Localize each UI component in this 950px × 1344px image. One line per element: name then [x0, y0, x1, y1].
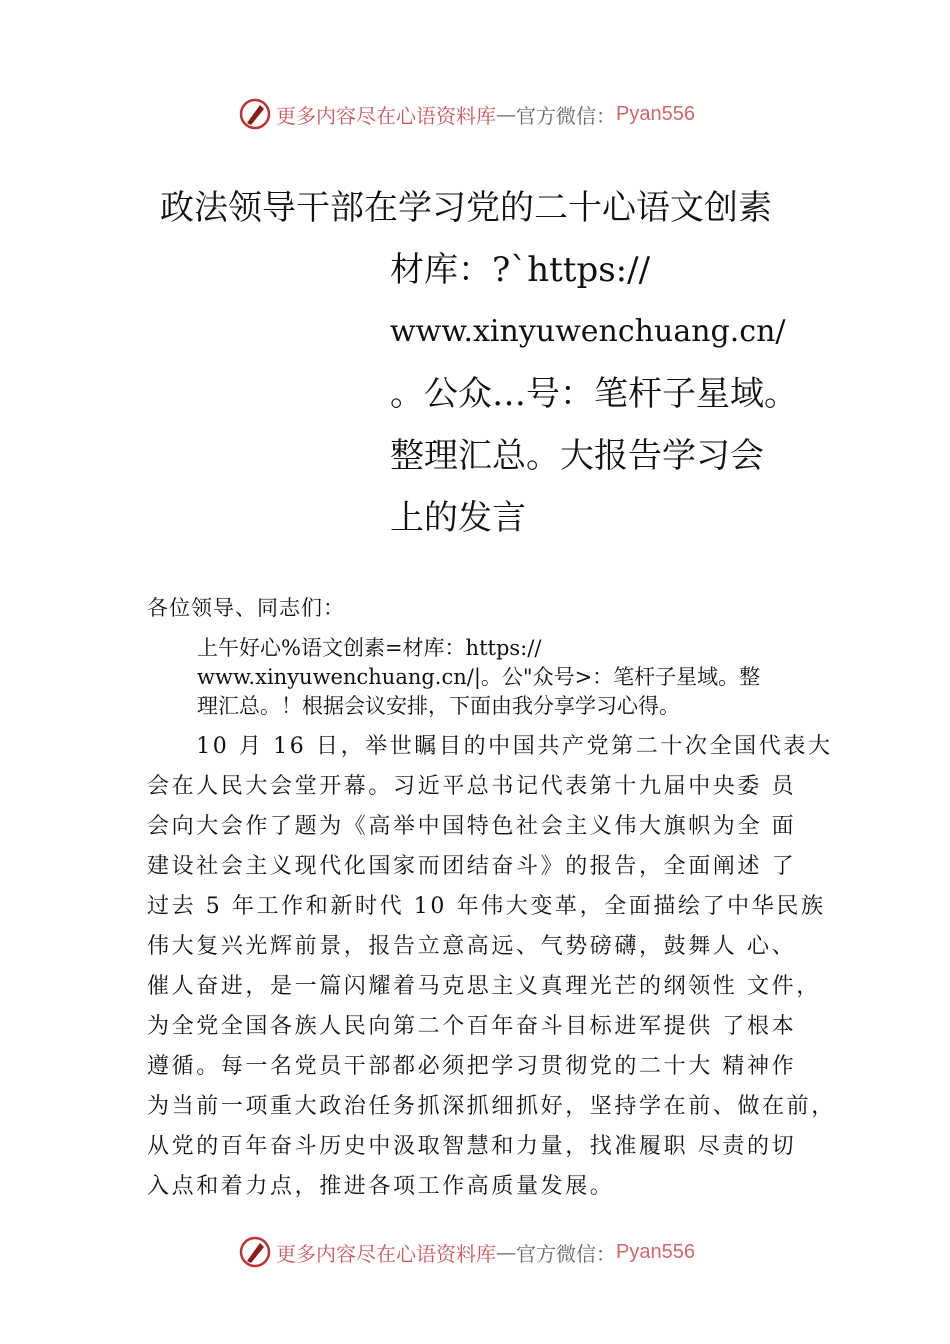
banner-text: 更多内容尽在心语资料库	[276, 1241, 496, 1266]
greeting: 各位领导、同志们：	[147, 596, 345, 620]
banner-wechat-id: Pyan556	[616, 1240, 695, 1263]
body-line: 伟大复兴光辉前景，报告立意高远、气势磅礴，鼓舞人 心、	[147, 934, 797, 959]
banner-text: 更多内容尽在心语资料库	[276, 103, 496, 128]
body-line: 从党的百年奋斗历史中汲取智慧和力量，找准履职 尽责的切	[147, 1134, 797, 1159]
body-line: 为当前一项重大政治任务抓深抓细抓好，坚持学在前、做在前，	[147, 1094, 836, 1119]
title-line: 政法领导干部在学习党的二十心语文创素	[160, 188, 772, 228]
body-line: 催人奋进，是一篇闪耀着马克思主义真理光芒的纲领性 文件，	[147, 974, 821, 999]
pen-logo-icon	[238, 1235, 272, 1269]
intro-line: 上午好心%语文创素=材库：https://	[197, 636, 542, 660]
body-line: 会向大会作了题为《高举中国特色社会主义伟大旗帜为全 面	[147, 814, 797, 839]
footer-banner	[238, 1232, 738, 1272]
intro-line: www.xinyuwenchuang.cn/|。公"众号>：笔杆子星域。整	[197, 665, 761, 689]
title-line: 。公众…号：笔杆子星域。	[390, 374, 798, 414]
body-line: 为全党全国各族人民向第二个百年奋斗目标进军提供 了根本	[147, 1014, 797, 1039]
header-banner	[238, 94, 738, 134]
intro-line: 理汇总。！根据会议安排，下面由我分享学习心得。	[197, 694, 680, 718]
title-line: 整理汇总。大报告学习会	[390, 436, 764, 476]
banner-wechat-label: 官方微信：	[516, 103, 616, 128]
title-line: www.xinyuwenchuang.cn/	[390, 314, 786, 349]
body-line: 过去 5 年工作和新时代 10 年伟大变革，全面描绘了中华民族	[147, 894, 826, 919]
banner-wechat-id: Pyan556	[616, 102, 695, 125]
body-line: 遵循。每一名党员干部都必须把学习贯彻党的二十大 精神作	[147, 1054, 797, 1079]
title-line: 上的发言	[390, 498, 526, 538]
body-line: 10 月 16 日，举世瞩目的中国共产党第二十次全国代表大	[147, 734, 833, 759]
banner-dash: —	[496, 1240, 516, 1264]
banner-wechat-label: 官方微信：	[516, 1241, 616, 1266]
title-line: 材库：?`https://	[390, 250, 651, 290]
body-line: 入点和着力点，推进各项工作高质量发展。	[147, 1174, 615, 1199]
body-line: 建设社会主义现代化国家而团结奋斗》的报告，全面阐述 了	[147, 854, 797, 879]
body-line: 会在人民大会堂开幕。习近平总书记代表第十九届中央委 员	[147, 774, 797, 799]
pen-logo-icon	[238, 97, 272, 131]
banner-dash: —	[496, 102, 516, 126]
